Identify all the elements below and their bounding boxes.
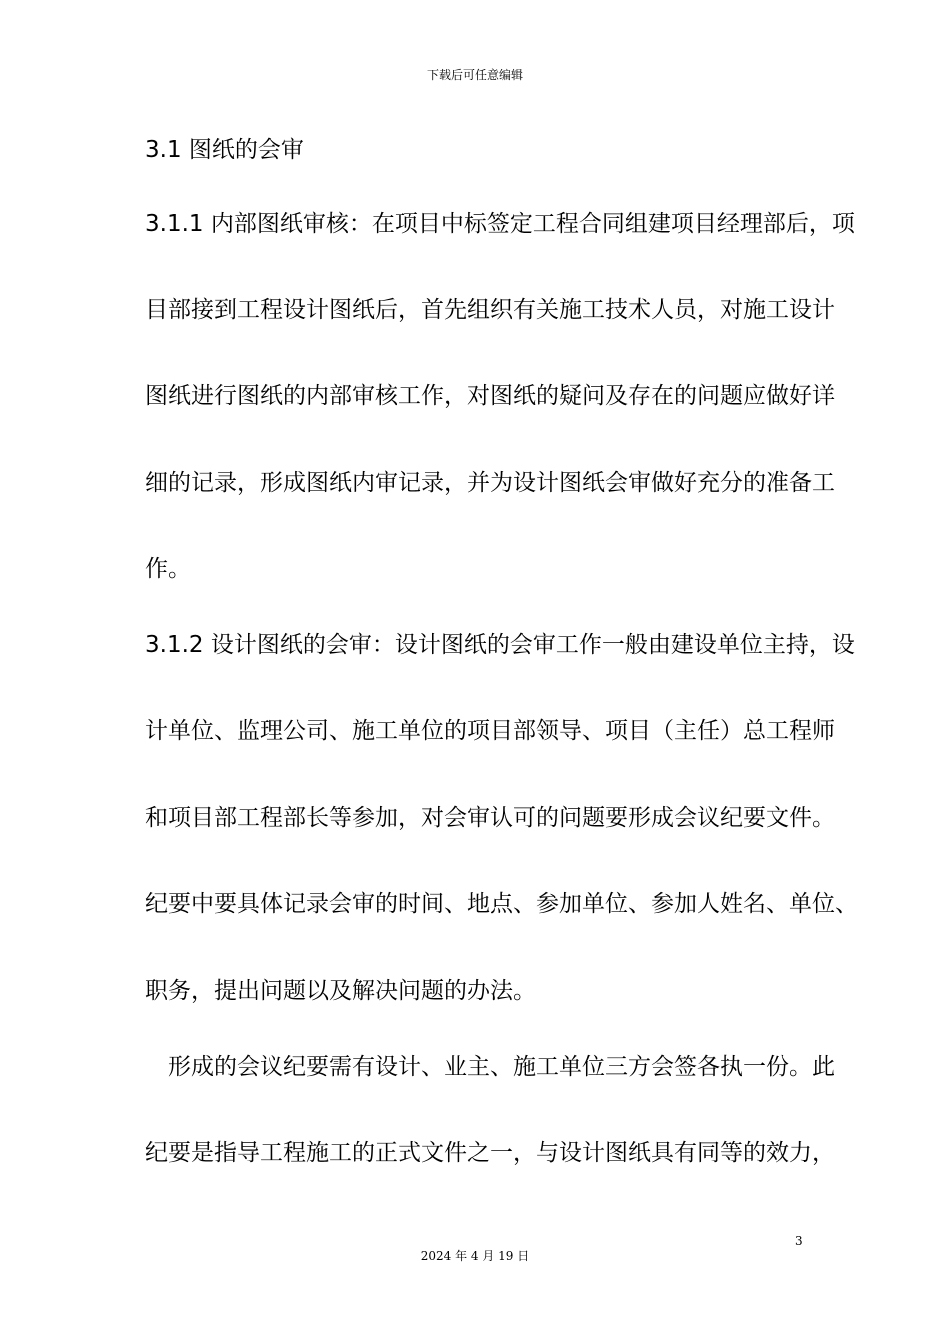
- paragraph-line: 纪要是指导工程施工的正式文件之一，与设计图纸具有同等的效力，: [145, 1140, 835, 1166]
- paragraph-line: 3.1.2 设计图纸的会审：设计图纸的会审工作一般由建设单位主持，设: [145, 632, 855, 658]
- page-number: 3: [795, 1234, 803, 1248]
- paragraph-line: 计单位、监理公司、施工单位的项目部领导、项目（主任）总工程师: [145, 718, 835, 744]
- paragraph-line: 细的记录，形成图纸内审记录，并为设计图纸会审做好充分的准备工: [145, 470, 835, 496]
- section-heading: 3.1 图纸的会审: [145, 137, 304, 163]
- paragraph-line: 图纸进行图纸的内部审核工作，对图纸的疑问及存在的问题应做好详: [145, 383, 835, 409]
- paragraph-line: 职务，提出问题以及解决问题的办法。: [145, 978, 536, 1004]
- page-header: 下载后可任意编辑: [426, 68, 523, 82]
- paragraph-line: 纪要中要具体记录会审的时间、地点、参加单位、参加人姓名、单位、: [145, 891, 858, 917]
- paragraph-line: 和项目部工程部长等参加，对会审认可的问题要形成会议纪要文件。: [145, 805, 835, 831]
- paragraph-line: 目部接到工程设计图纸后，首先组织有关施工技术人员，对施工设计: [145, 297, 835, 323]
- paragraph-line: 形成的会议纪要需有设计、业主、施工单位三方会签各执一份。此: [145, 1054, 835, 1080]
- footer-date: 2024 年 4 月 19 日: [420, 1249, 530, 1263]
- paragraph-line: 作。: [145, 556, 191, 582]
- paragraph-line: 3.1.1 内部图纸审核：在项目中标签定工程合同组建项目经理部后，项: [145, 211, 855, 237]
